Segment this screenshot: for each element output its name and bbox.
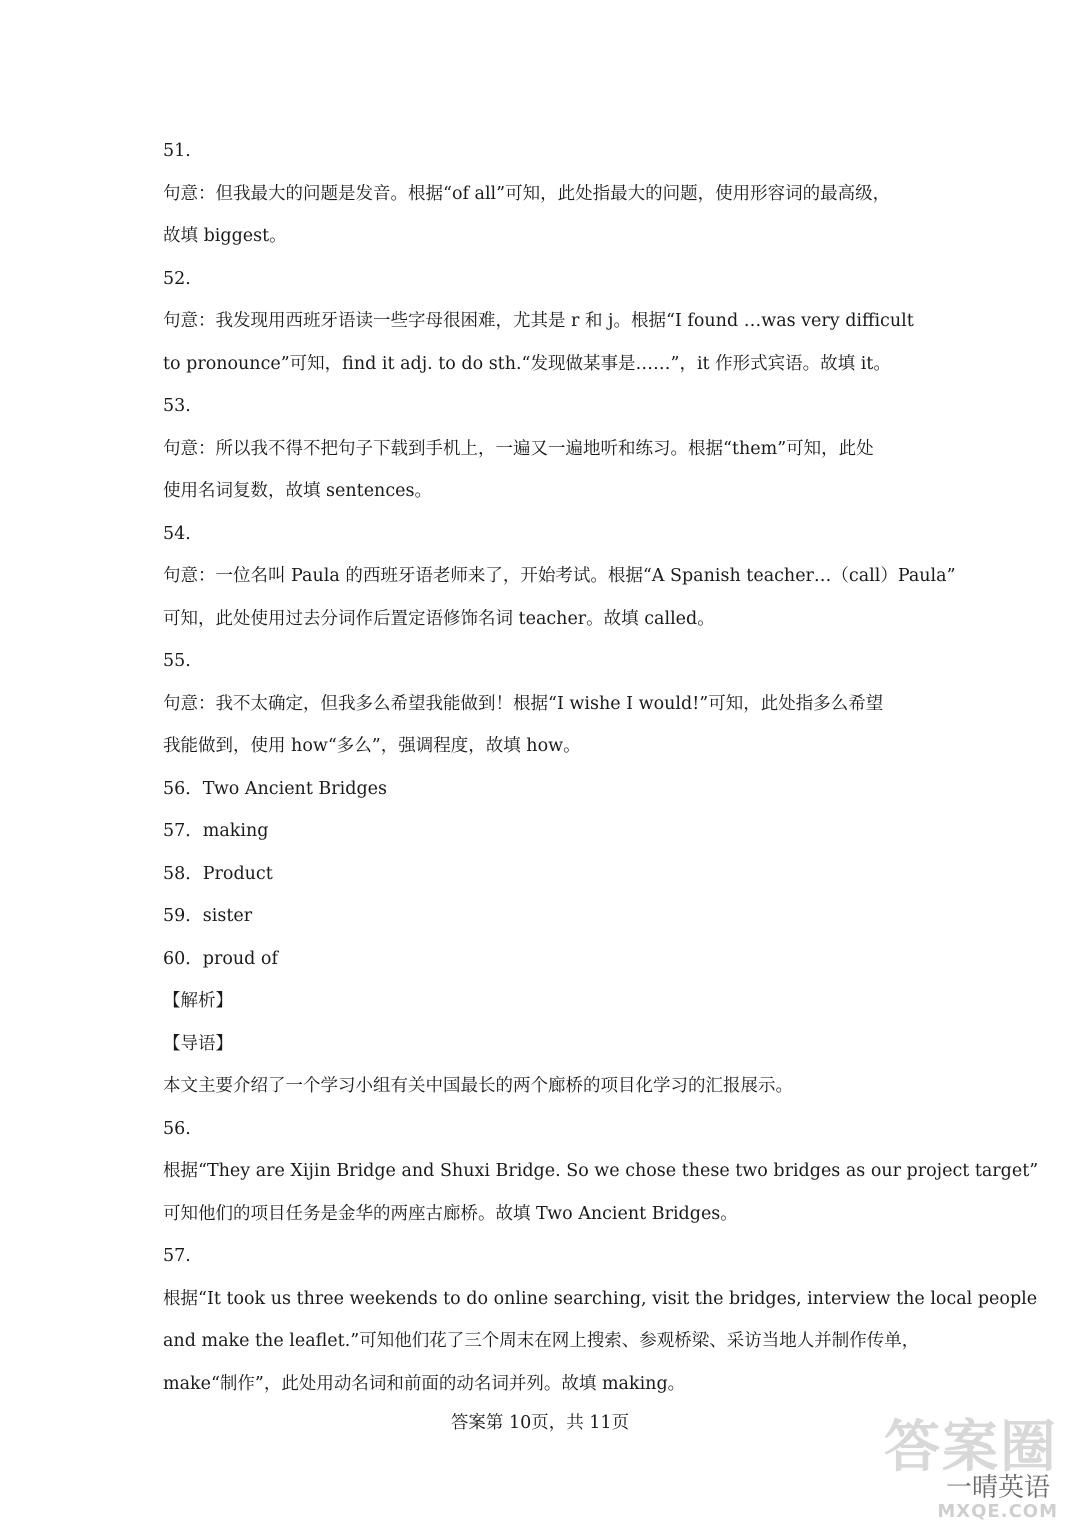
text-line: 53. — [163, 396, 191, 416]
text-line: 本文主要介绍了一个学习小组有关中国最长的两个廊桥的项目化学习的汇报展示。 — [163, 1076, 793, 1096]
text-line: 【导语】 — [163, 1033, 233, 1054]
text-line: 55. — [163, 651, 191, 671]
text-line: 句意：一位名叫 Paula 的西班牙语老师来了，开始考试。根据“A Spanish teacher…（call）Paula” — [163, 566, 956, 586]
text-line: 58．Product — [163, 863, 273, 884]
text-line: 60．proud of — [163, 948, 278, 969]
watermark-sub-text: 一晴英语 — [945, 1473, 1050, 1503]
watermark-main-text: 答案圈 — [884, 1415, 1058, 1480]
text-line: 57．making — [163, 821, 269, 841]
page-footer: 答案第 10页，共 11页 — [450, 1413, 630, 1433]
text-line: 根据“It took us three weekends to do online searching, visit the bridges, interview the local people — [163, 1288, 1038, 1309]
text-line: 52. — [163, 268, 191, 289]
text-line: make“制作”，此处用动名词和前面的动名词并列。故填 making。 — [163, 1373, 686, 1394]
text-line: 57. — [163, 1246, 191, 1266]
text-line: 使用名词复数，故填 sentences。 — [163, 481, 432, 501]
text-line: 句意：我发现用西班牙语读一些字母很困难，尤其是 r 和 j。根据“I found …was very difficult — [163, 311, 914, 331]
text-line: 可知，此处使用过去分词作后置定语修饰名词 teacher。故填 called。 — [163, 608, 715, 629]
text-line: 可知他们的项目任务是金华的两座古廊桥。故填 Two Ancient Bridges。 — [163, 1203, 738, 1224]
text-line: 54. — [163, 523, 191, 544]
text-line: 56．Two Ancient Bridges — [163, 778, 387, 799]
watermark-logo — [878, 1415, 1058, 1523]
text-line: 故填 biggest。 — [163, 226, 287, 246]
text-line: and make the leaflet.”可知他们花了三个周末在网上搜索、参观桥梁、采访当地人并制作传单， — [163, 1331, 920, 1351]
text-line: 【解析】 — [163, 991, 233, 1011]
answer-content — [163, 130, 1039, 1405]
text-line: 句意：我不太确定，但我多么希望我能做到！根据“I wishe I would!”可知，此处指多么希望 — [163, 693, 884, 714]
text-line: 59．sister — [163, 906, 253, 926]
text-line: to pronounce”可知，find it adj. to do sth.“发现做某事是……”，it 作形式宾语。故填 it。 — [163, 353, 891, 374]
text-line: 56. — [163, 1118, 191, 1139]
text-line: 句意：所以我不得不把句子下载到手机上，一遍又一遍地听和练习。根据“them”可知，此处 — [163, 438, 874, 459]
text-line: 根据“They are Xijin Bridge and Shuxi Bridge. So we chose these two bridges as our project target” — [163, 1161, 1039, 1181]
text-line: 我能做到，使用 how“多么”，强调程度，故填 how。 — [163, 736, 581, 756]
text-line: 句意：但我最大的问题是发音。根据“of all”可知，此处指最大的问题，使用形容词的最高级， — [163, 183, 891, 204]
text-line: 51. — [163, 141, 191, 161]
watermark-url: MXQE.COM — [937, 1501, 1058, 1522]
